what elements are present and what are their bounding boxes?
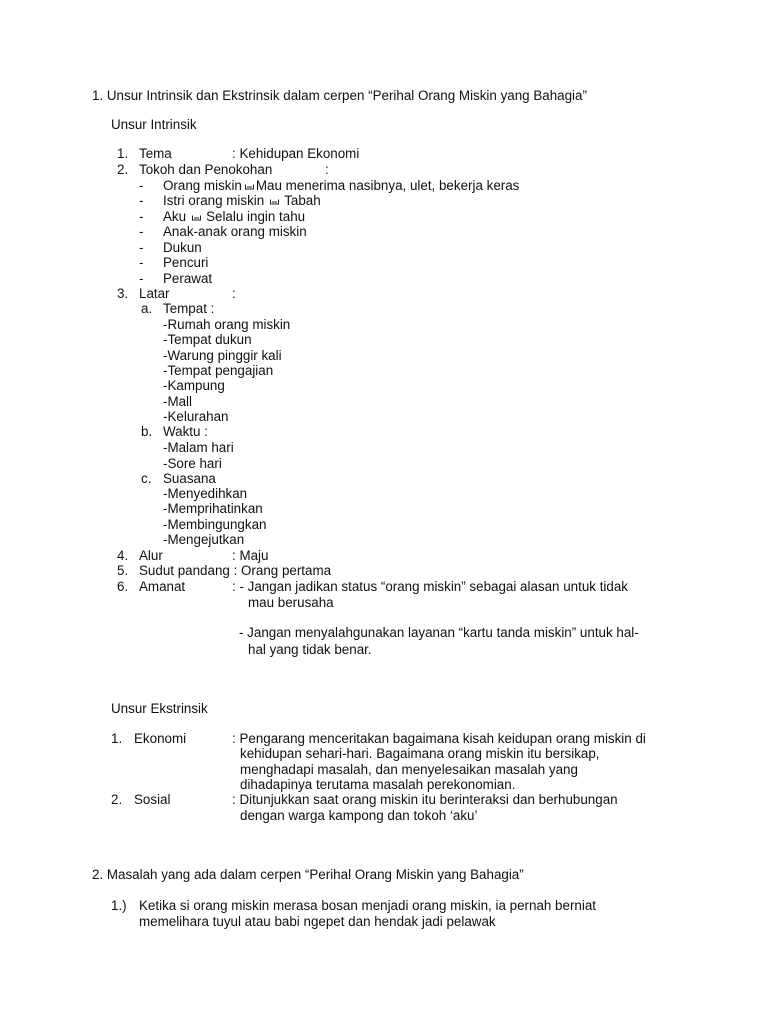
sosial-number: 2.: [111, 792, 123, 807]
right-arrow-icon: [192, 214, 201, 221]
amanat-number: 6.: [117, 579, 129, 594]
amanat-label: Amanat: [139, 579, 186, 594]
tokoh-name: Perawat: [163, 271, 213, 286]
tempat-item: -Kelurahan: [163, 409, 229, 424]
alur-label: Alur: [139, 548, 163, 563]
section2-heading: 2. Masalah yang ada dalam cerpen “Perihal Orang Miskin yang Bahagia”: [92, 867, 524, 882]
ekonomi-line: : Pengarang menceritakan bagaimana kisah keidupan orang miskin di: [232, 731, 646, 746]
sosial-line: : Ditunjukkan saat orang miskin itu berinteraksi dan berhubungan: [232, 792, 618, 807]
tokoh-desc: Selalu ingin tahu: [206, 209, 306, 224]
list-item: -: [139, 255, 144, 270]
ekonomi-number: 1.: [111, 731, 123, 746]
tema-number: 1.: [117, 146, 129, 161]
tokoh-item: [163, 193, 321, 209]
ekstrinsik-title: Unsur Ekstrinsik: [111, 701, 208, 716]
section1-heading: 1. Unsur Intrinsik dan Ekstrinsik dalam cerpen “Perihal Orang Miskin yang Bahagia”: [92, 88, 587, 103]
tokoh-name: Anak-anak orang miskin: [163, 224, 307, 239]
latar-label: Latar: [139, 286, 170, 301]
list-item: -: [139, 209, 144, 224]
alur-number: 4.: [117, 548, 129, 563]
amanat-line: hal yang tidak benar.: [248, 642, 372, 657]
list-item: -: [139, 271, 144, 286]
tokoh-name: Pencuri: [163, 255, 209, 270]
sosial-label: Sosial: [134, 792, 171, 807]
tokoh-name: Istri orang miskin: [163, 193, 265, 208]
ekonomi-line: kehidupan sehari-hari. Bagaimana orang miskin itu bersikap,: [240, 746, 600, 761]
amanat-line: mau berusaha: [248, 595, 334, 610]
sosial-line: dengan warga kampong dan tokoh ‘aku’: [240, 808, 478, 823]
right-arrow-icon: [245, 183, 254, 190]
suasana-item: -Membingungkan: [163, 517, 267, 532]
suasana-item: -Menyedihkan: [163, 486, 248, 501]
suasana-item: -Memprihatinkan: [163, 501, 263, 516]
tempat-item: -Kampung: [163, 378, 225, 393]
tempat-item: -Mall: [163, 394, 193, 409]
tempat-item: -Tempat pengajian: [163, 363, 274, 378]
ekonomi-line: dihadapinya terutama masalah perekonomian.: [240, 777, 516, 792]
masalah-line: memelihara tuyul atau babi ngepet dan hendak jadi pelawak: [139, 914, 496, 929]
suasana-item: -Mengejutkan: [163, 532, 245, 547]
tokoh-desc: Mau menerima nasibnya, ulet, bekerja keras: [255, 178, 520, 193]
tokoh-desc: Tabah: [284, 193, 321, 208]
tokoh-name: Aku: [163, 209, 187, 224]
tempat-item: -Warung pinggir kali: [163, 348, 282, 363]
suasana-label: Suasana: [163, 471, 216, 486]
tema-value: : Kehidupan Ekonomi: [232, 146, 360, 161]
tokoh-name: Orang miskin: [163, 178, 242, 193]
waktu-letter: b.: [141, 424, 153, 439]
latar-number: 3.: [117, 286, 129, 301]
list-item: -: [139, 178, 144, 193]
list-item: -: [139, 193, 144, 208]
tokoh-item: [163, 209, 305, 225]
waktu-item: -Sore hari: [163, 456, 222, 471]
alur-value: : Maju: [232, 548, 269, 563]
masalah-line: Ketika si orang miskin merasa bosan menjadi orang miskin, ia pernah berniat: [139, 898, 597, 913]
tokoh-item: [163, 178, 519, 194]
masalah-number: 1.): [111, 898, 127, 913]
tema-label: Tema: [139, 146, 172, 161]
amanat-line: - Jangan menyalahgunakan layanan “kartu tanda miskin” untuk hal-: [239, 625, 639, 640]
suasana-letter: c.: [141, 471, 152, 486]
waktu-label: Waktu :: [163, 424, 208, 439]
intrinsik-title: Unsur Intrinsik: [111, 117, 197, 132]
tempat-label: Tempat :: [163, 301, 215, 316]
tempat-letter: a.: [141, 301, 153, 316]
list-item: -: [139, 224, 144, 239]
amanat-line: : - Jangan jadikan status “orang miskin” sebagai alasan untuk tidak: [232, 579, 628, 594]
list-item: -: [139, 240, 144, 255]
sudut-label: Sudut pandang : Orang pertama: [139, 563, 332, 578]
tokoh-number: 2.: [117, 162, 129, 177]
ekonomi-line: menghadapi masalah, dan menyelesaikan masalah yang: [240, 762, 578, 777]
sudut-number: 5.: [117, 563, 129, 578]
tokoh-colon: :: [325, 162, 329, 177]
tempat-item: -Tempat dukun: [163, 332, 252, 347]
tokoh-label: Tokoh dan Penokohan: [139, 162, 273, 177]
ekonomi-label: Ekonomi: [134, 731, 187, 746]
waktu-item: -Malam hari: [163, 440, 234, 455]
right-arrow-icon: [270, 198, 279, 205]
latar-colon: :: [232, 286, 236, 301]
tokoh-name: Dukun: [163, 240, 202, 255]
tempat-item: -Rumah orang miskin: [163, 317, 291, 332]
